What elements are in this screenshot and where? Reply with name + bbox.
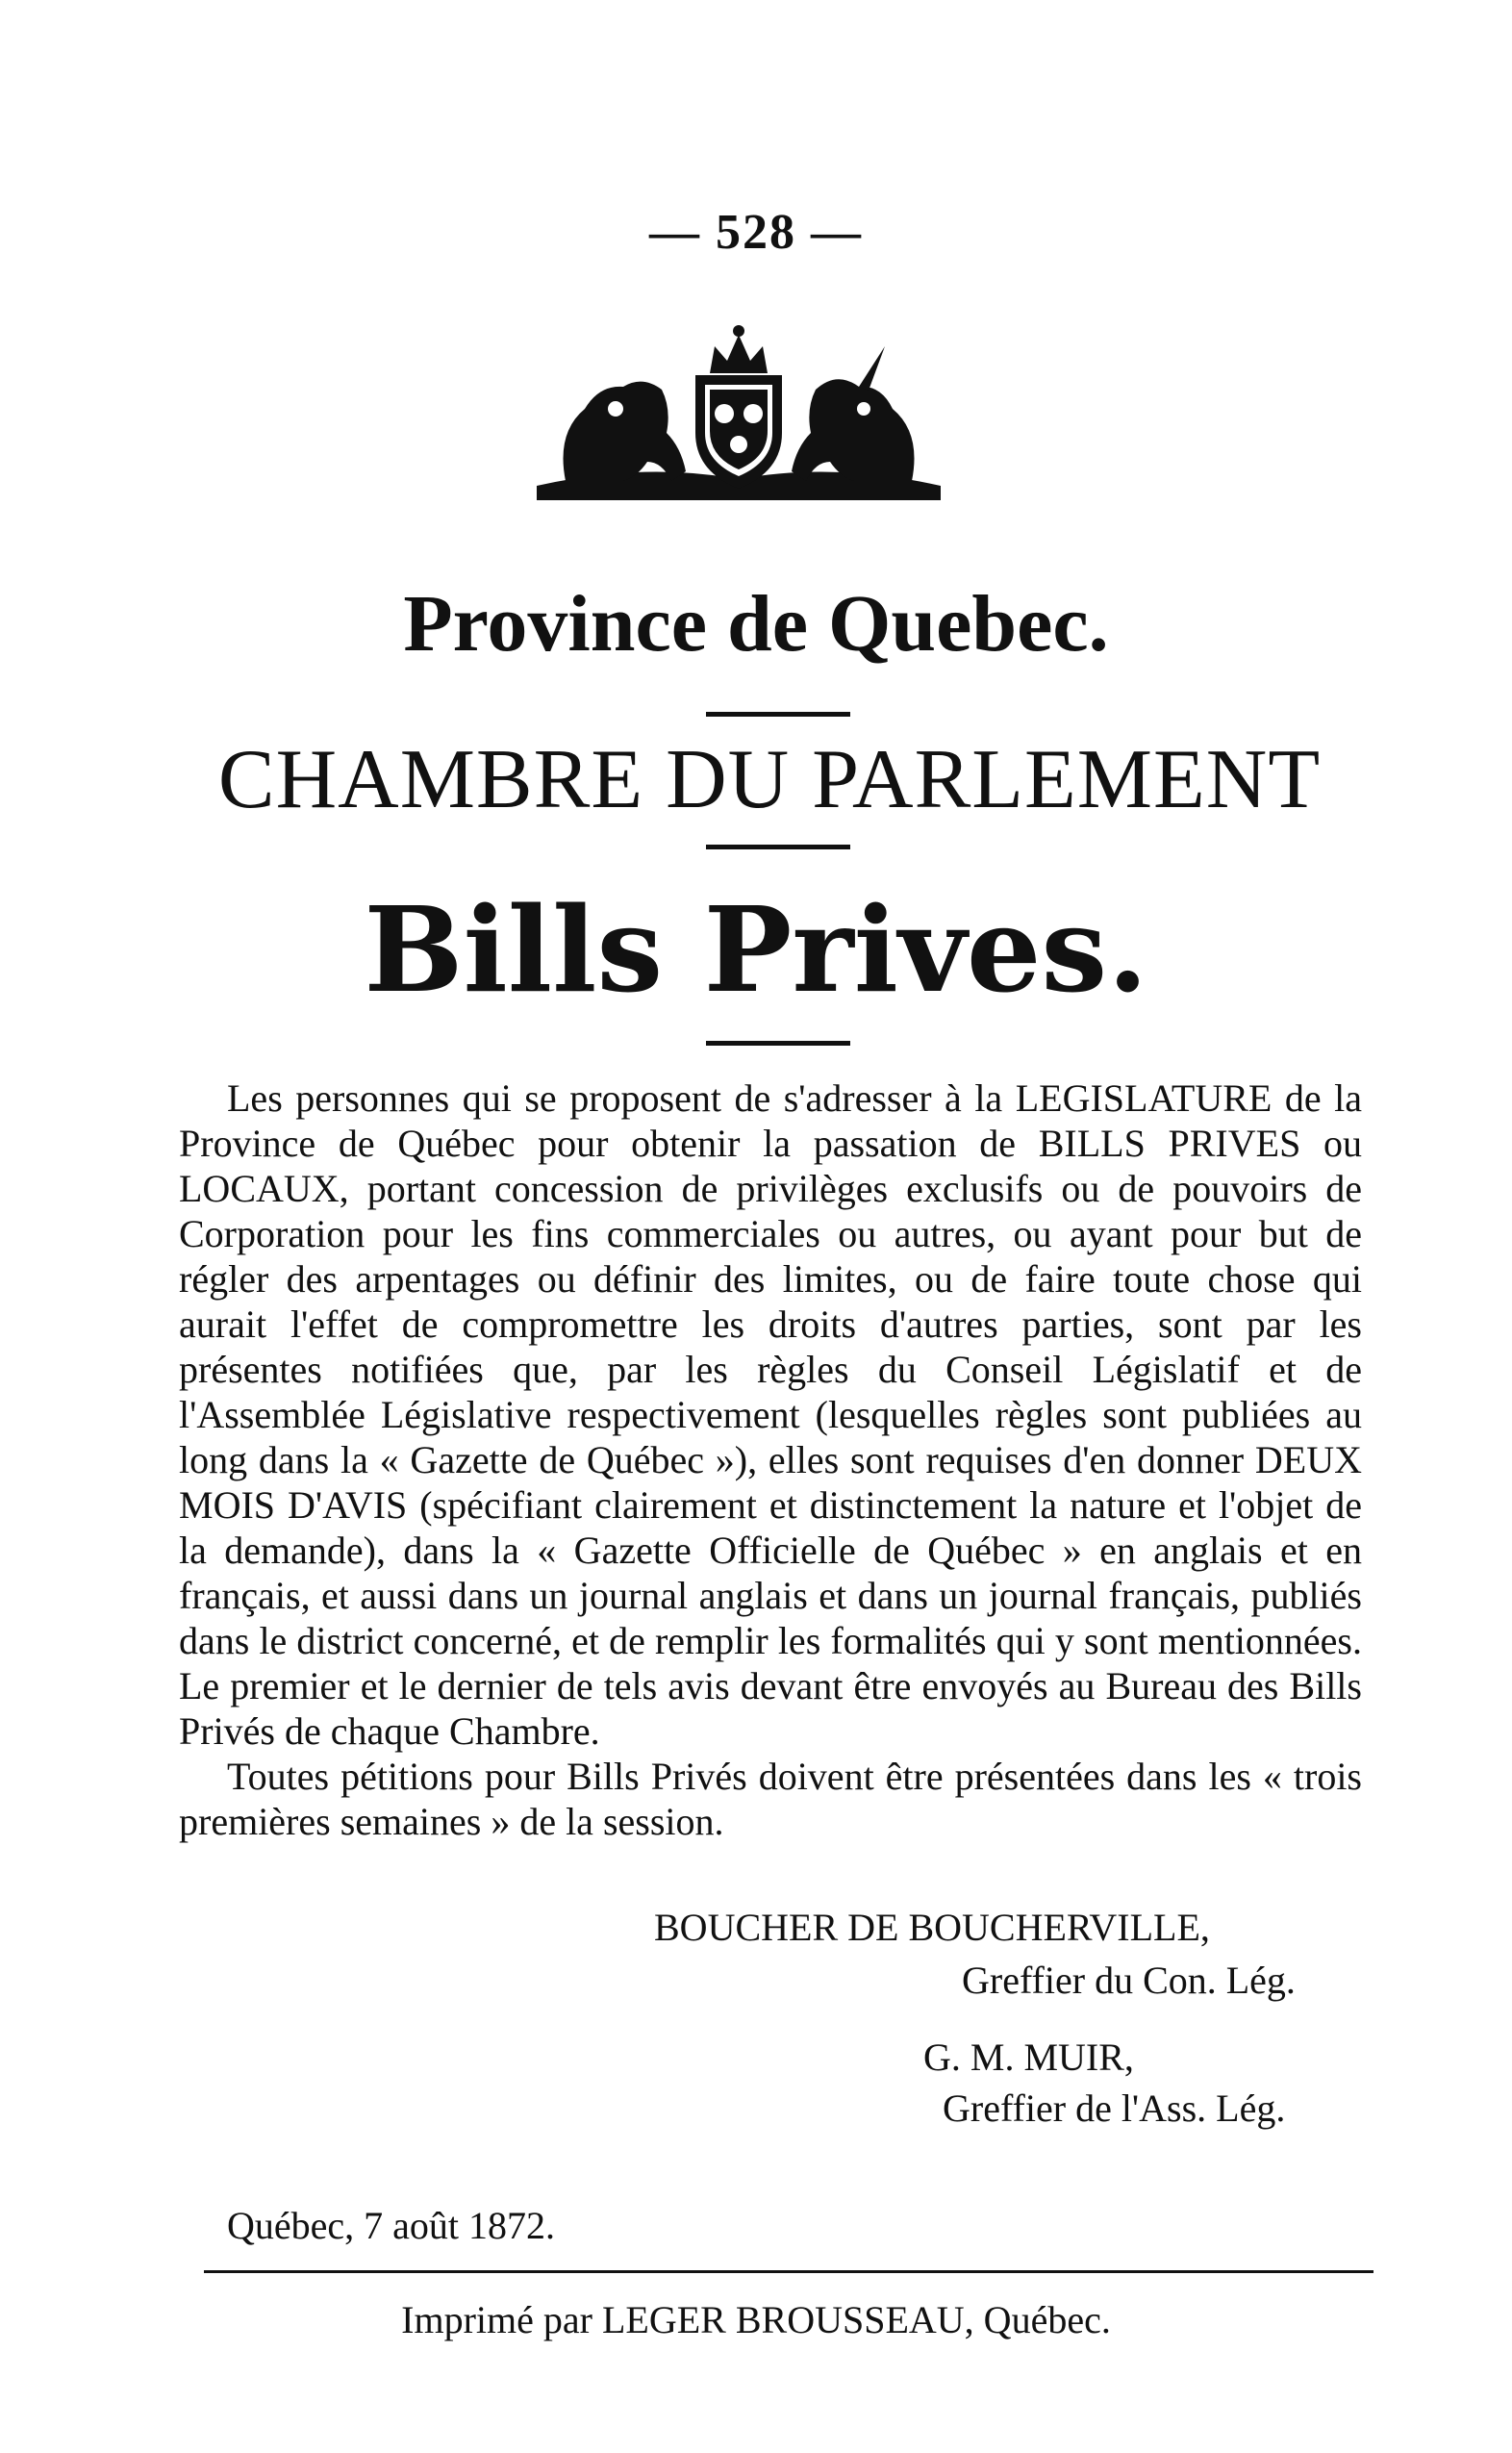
signatory-2-title: Greffier de l'Ass. Lég.: [943, 2086, 1286, 2130]
date-line: Québec, 7 août 1872.: [227, 2204, 556, 2247]
page-number: — 528 —: [649, 205, 863, 260]
signatory-1-title: Greffier du Con. Lég.: [962, 1959, 1296, 2002]
divider: [204, 2270, 1373, 2273]
signatory-2-name: G. M. MUIR,: [923, 2036, 1134, 2079]
royal-coat-of-arms-icon: [527, 317, 950, 510]
printer-line: Imprimé par LEGER BROUSSEAU, Québec.: [401, 2298, 1111, 2341]
divider: [706, 845, 850, 849]
divider: [706, 1041, 850, 1046]
body-paragraph: Les personnes qui se proposent de s'adresser à la LEGISLATURE de la Province de Québec pour obtenir la passation de BILLS PRIVES ou LOCAUX, portant concession de privilèges exclusifs ou de pouvoirs de Corporation pour les fins commerciales ou autres, ou ayant pour but de régler des arpentages ou définir des limites, ou de faire toute chose qui aurait l'effet de compromettre les droits d'autres parties, sont par les présentes notifiées que, par les règles du Conseil Législatif et de l'Assemblée Législative respectivement (lesquelles règles sont publiées au long dans la « Gazette de Québec »), elles sont requises d'en donner DEUX MOIS D'AVIS (spécifiant clairement et distinctement la nature et l'objet de la demande), dans la « Gazette Officielle de Québec » en anglais et en français, et aussi dans un journal anglais et dans un journal français, publiés dans le district concerné, et de remplir les formalités qui y sont mentionnées. Le premier et le dernier de tels avis devant être envoyés au Bureau des Bills Privés de chaque Chambre.: [179, 1076, 1362, 1753]
body-paragraph: Toutes pétitions pour Bills Privés doivent être présentées dans les « trois premières semaines » de la session.: [179, 1755, 1362, 1843]
divider: [706, 712, 850, 717]
heading-bills: Bills Prives.: [364, 880, 1148, 1019]
notice-body: [179, 1075, 1362, 1844]
heading-chambre: CHAMBRE DU PARLEMENT: [217, 733, 1322, 826]
heading-province: Province de Quebec.: [403, 579, 1109, 669]
signatory-1-name: BOUCHER DE BOUCHERVILLE,: [654, 1906, 1210, 1949]
